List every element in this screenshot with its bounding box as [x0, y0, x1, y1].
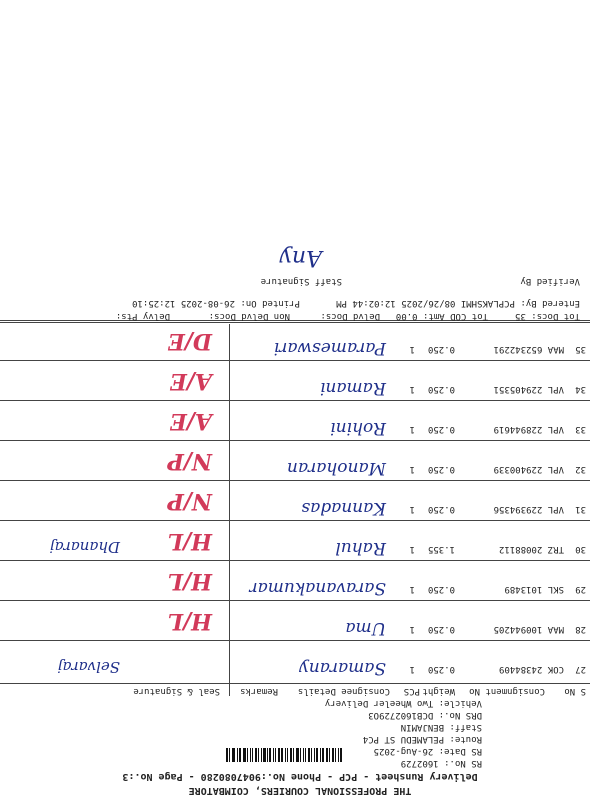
- row-consignment-no: VPL 229400339: [493, 464, 564, 474]
- rs-date: RS Date: 26-Aug-2025: [373, 746, 482, 756]
- barcode-bar: [235, 748, 236, 762]
- col-sno: S No: [564, 686, 586, 696]
- barcode-bar: [229, 748, 230, 762]
- row-consignee-signature: Samarany: [299, 658, 386, 678]
- row-seal-signature: Dhanaraj: [50, 538, 120, 556]
- row-remark-mark: H/L: [167, 528, 212, 554]
- row-sno: 35: [575, 344, 586, 354]
- barcode-bar: [322, 748, 324, 762]
- barcode-bar: [311, 748, 312, 762]
- barcode-bar: [255, 748, 257, 762]
- row-consignee-signature: Parameswari: [273, 338, 386, 358]
- row-pcs: 1: [409, 584, 415, 594]
- row-consignee-signature: Manoharan: [286, 458, 386, 478]
- barcode-bar: [258, 748, 259, 762]
- row-sno: 29: [575, 584, 586, 594]
- barcode-bar: [338, 748, 339, 762]
- vehicle-type: Vehicle: Two Wheeler Delivery: [324, 698, 482, 708]
- row-consignment-no: COK 24384409: [498, 664, 564, 674]
- row-consignment-no: VPL 229394356: [493, 504, 564, 514]
- row-pcs: 1: [409, 544, 415, 554]
- col-weight: Weight: [422, 686, 455, 696]
- row-sno: 30: [575, 544, 586, 554]
- barcode-bar: [326, 748, 328, 762]
- row-weight: 1.355: [427, 544, 455, 554]
- runsheet-title: Delivery Runsheet - PCP - Phone No.:9047080280 - Page No.:3: [122, 771, 478, 782]
- row-rule: [0, 600, 590, 601]
- barcode-bar: [226, 748, 228, 762]
- row-consignment-no: MAA 100944205: [493, 624, 564, 634]
- barcode-bar: [243, 748, 246, 762]
- row-pcs: 1: [409, 344, 415, 354]
- row-weight: 0.250: [427, 384, 455, 394]
- col-pcs: PCS: [403, 686, 420, 696]
- row-consignee-signature: Saravanakumar: [249, 578, 386, 598]
- row-sno: 31: [575, 504, 586, 514]
- row-weight: 0.250: [427, 624, 455, 634]
- row-consignment-no: VPL 229405351: [493, 384, 564, 394]
- row-weight: 0.250: [427, 424, 455, 434]
- row-sno: 27: [575, 664, 586, 674]
- entered-by: Entered By: PCPLAKSHMI 08/26/2025 12:02:44 PM: [336, 298, 580, 308]
- staff-signature-label: Staff Signature: [260, 276, 342, 286]
- row-seal-signature: Selvaraj: [57, 658, 120, 676]
- col-remarks: Remarks: [240, 686, 278, 696]
- total-cod: Tot COD Amt: 0.00: [395, 311, 488, 321]
- row-rule: [0, 560, 590, 561]
- row-weight: 0.250: [427, 664, 455, 674]
- row-sno: 28: [575, 624, 586, 634]
- barcode-bar: [340, 748, 342, 762]
- barcode-bar: [320, 748, 321, 762]
- row-pcs: 1: [409, 624, 415, 634]
- barcode-bar: [300, 748, 302, 762]
- row-remark-mark: D/E: [168, 328, 212, 354]
- drs-number: DRS No.: DCB1602729O3: [368, 710, 482, 720]
- barcode-bar: [269, 748, 271, 762]
- row-sno: 34: [575, 384, 586, 394]
- printed-on: Printed On: 26-08-2025 12:25:10: [132, 298, 300, 308]
- row-rule: [0, 480, 590, 481]
- col-consignee: Consignee Details: [297, 686, 390, 696]
- staff-name: Staff: BENJAMIN: [400, 722, 482, 732]
- barcode-bar: [332, 748, 335, 762]
- row-weight: 0.250: [427, 584, 455, 594]
- row-rule: [0, 320, 590, 321]
- row-sno: 33: [575, 424, 586, 434]
- row-rule: [0, 400, 590, 401]
- row-consignee-signature: Ramani: [320, 378, 386, 398]
- barcode-bar: [268, 748, 269, 762]
- barcode: [224, 748, 342, 762]
- header-rule: [0, 683, 590, 684]
- barcode-bar: [314, 748, 315, 762]
- row-remark-mark: A/E: [170, 368, 212, 394]
- row-remark-mark: N/P: [167, 488, 212, 514]
- row-consignee-signature: Uma: [345, 618, 386, 638]
- barcode-bar: [305, 748, 306, 762]
- company-name: THE PROFESSIONAL COURIERS, COIMBATORE: [188, 785, 412, 796]
- row-consignment-no: SKL 1013489: [504, 584, 564, 594]
- barcode-bar: [308, 748, 310, 762]
- staff-signature: Any: [279, 245, 322, 270]
- barcode-bar: [278, 748, 280, 762]
- barcode-bar: [329, 748, 330, 762]
- footer-rule: [0, 322, 590, 323]
- total-docs: Tot Docs: 35: [514, 311, 580, 321]
- row-consignee-signature: Rohini: [330, 418, 386, 438]
- route: Route: PELAMEDU ST PC4: [362, 734, 482, 744]
- row-consignment-no: MAA 652342291: [493, 344, 564, 354]
- barcode-bar: [275, 748, 276, 762]
- row-weight: 0.250: [427, 464, 455, 474]
- barcode-bar: [335, 748, 336, 762]
- barcode-bar: [290, 748, 292, 762]
- barcode-bar: [232, 748, 234, 762]
- row-remark-mark: H/L: [167, 568, 212, 594]
- barcode-bar: [303, 748, 304, 762]
- delivery-pts: Delvy Pts:: [115, 311, 170, 321]
- rs-number: RS No.: 1602729: [400, 758, 482, 768]
- row-consignment-no: VPL 228944619: [493, 424, 564, 434]
- row-remark-mark: A/E: [170, 408, 212, 434]
- row-remark-mark: N/P: [167, 448, 212, 474]
- row-sno: 32: [575, 464, 586, 474]
- row-rule: [0, 640, 590, 641]
- col-seal-signature: Seal & Signature: [133, 686, 220, 696]
- row-pcs: 1: [409, 424, 415, 434]
- barcode-bar: [247, 748, 248, 762]
- row-consignee-signature: Rahul: [335, 538, 386, 558]
- row-pcs: 1: [409, 384, 415, 394]
- barcode-bar: [250, 748, 251, 762]
- barcode-bar: [273, 748, 274, 762]
- row-rule: [0, 520, 590, 521]
- verified-by: Verified By: [520, 276, 580, 286]
- row-rule: [0, 360, 590, 361]
- barcode-bar: [252, 748, 254, 762]
- row-consignee-signature: Kannadas: [301, 498, 386, 518]
- row-pcs: 1: [409, 464, 415, 474]
- barcode-bar: [281, 748, 284, 762]
- col-consignment: Consignment No: [469, 686, 545, 696]
- barcode-bar: [263, 748, 266, 762]
- barcode-bar: [287, 748, 288, 762]
- barcode-bar: [296, 748, 299, 762]
- row-pcs: 1: [409, 664, 415, 674]
- barcode-bar: [316, 748, 319, 762]
- barcode-bar: [237, 748, 238, 762]
- row-consignment-no: TRZ 20088112: [498, 544, 564, 554]
- delivered-docs: Delvd Docs:: [320, 311, 380, 321]
- barcode-bar: [286, 748, 287, 762]
- row-rule: [0, 440, 590, 441]
- barcode-bar: [293, 748, 294, 762]
- barcode-bar: [261, 748, 262, 762]
- row-weight: 0.250: [427, 504, 455, 514]
- barcode-bar: [239, 748, 241, 762]
- row-pcs: 1: [409, 504, 415, 514]
- row-remark-mark: H/L: [167, 608, 212, 634]
- row-weight: 0.250: [427, 344, 455, 354]
- non-delivered-docs: Non Delvd Docs:: [208, 311, 290, 321]
